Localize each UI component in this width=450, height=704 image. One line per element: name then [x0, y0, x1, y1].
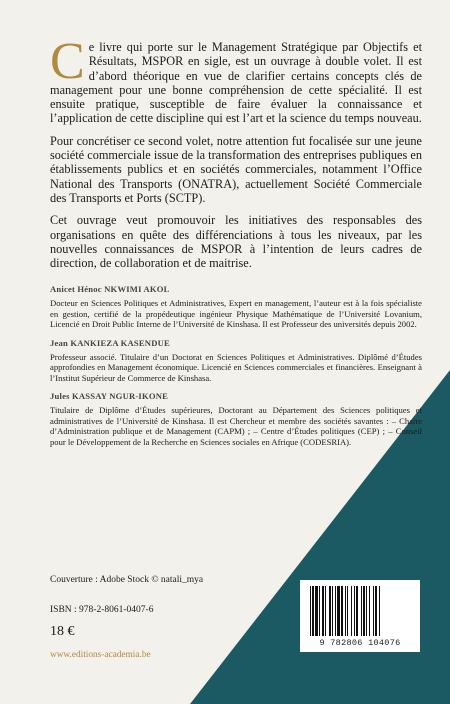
author-bio: Titulaire de Diplôme d’Études supérieures, Doctorant au Département des Sciences politiques et administratives de l’Université de Kinshasa. Il est Chercheur et membre des sociétés savantes : – Chaire d’Administration publique et de Management (CAPM) ; – Centre d’Études politiques (CEP) ; – Conseil pour le Développement de la Recherche en Sciences sociales en Afrique (CODESRIA). [50, 405, 422, 447]
authors-section [50, 284, 422, 447]
cover-credit: Couverture : Adobe Stock © natali_mya [50, 575, 204, 585]
intro-paragraph-3: Cet ouvrage veut promouvoir les initiatives des responsables des organisations en quête des différenciations à tous les niveaux, par les nouvelles connaissances de MSPOR à l’intention de leurs cadres de direction, de collaboration et de maitrise. [50, 213, 422, 271]
author-bio: Docteur en Sciences Politiques et Administratives, Expert en management, l’auteur est à la fois spécialiste en gestion, certifié de la propédeutique ingénieur Physique Mathématique de l’Université Lovanium, Licencié en Droit Public Interne de l’Université de Kinshasa. Il est Professeur des universités depuis 2002. [50, 298, 422, 330]
author-name: Anicet Hénoc NKWIMI AKOL [50, 284, 170, 295]
intro-paragraph-2: Pour concrétiser ce second volet, notre attention fut focalisée sur une jeune société commerciale issue de la transformation des entreprises publiques en établissements publics et en sociétés commerciales, notamment l’Office National des Transports (ONATRA), actuellement Société Commerciale des Transports et Ports (SCTP). [50, 133, 422, 205]
author-bio: Professeur associé. Titulaire d’un Doctorat en Sciences Politiques et Administratives. Diplômé d’Études approfondies en Management économique. Licencié en Sciences commerciales et financières. Enseignant à l’Institut Supérieur de Commerce de Kinshasa. [50, 351, 422, 383]
author-name: Jules KASSAY NGUR-IKONE [50, 391, 169, 402]
price: 18 € [50, 624, 75, 639]
intro-paragraph-1: Ce livre qui porte sur le Management Stratégique par Objectifs et Résultats, MSPOR en sigle, est un ouvrage à double volet. Il est d’abord théorique en vue de clarifier certains concepts clés de management pour une bonne compréhension de cette spécialité. Il est ensuite pratique, susceptible de faire évaluer la connaissance et l’application de cette discipline qui est l’art et la science du temps nouveau. [50, 33, 422, 126]
barcode-number: 9 782806 104076 [319, 638, 401, 648]
back-cover-text [50, 33, 422, 447]
author-name: Jean KANKIEZA KASENDUE [50, 337, 170, 348]
publisher-website: www.editions-academia.be [50, 650, 151, 660]
drop-cap: C [50, 33, 85, 90]
isbn: ISBN : 978-2-8061-0407-6 [50, 605, 154, 615]
barcode-bars [308, 586, 412, 636]
barcode [300, 580, 420, 652]
